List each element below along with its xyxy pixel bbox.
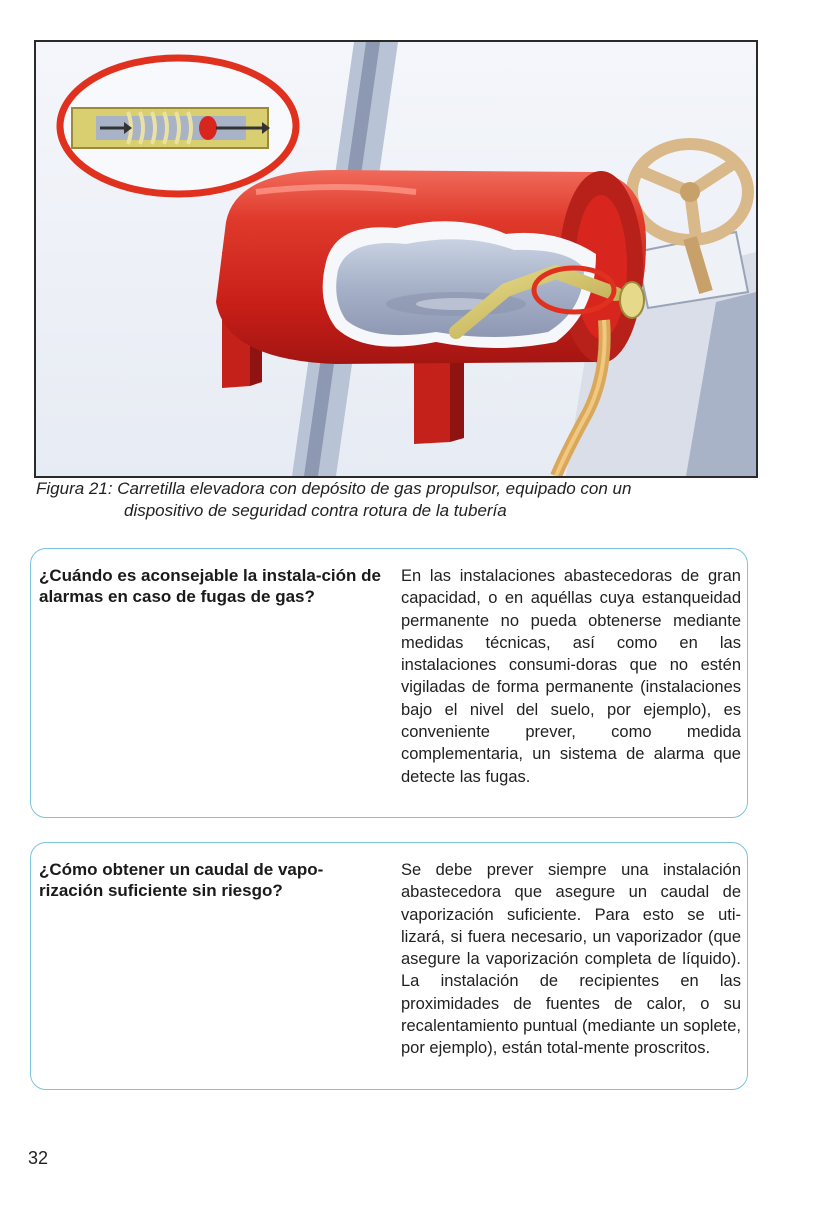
answer-text: Se debe prever siempre una instalación abastecedora que asegure un caudal de vaporización suficiente. Para esto se uti-lizará, si fuera necesario, un vaporizador (que asegure la vaporización completa de líquido). La instalación de recipientes en las proximidades de fuentes de calor, o su recalentamiento puntual (mediante un soplete, por ejemplo), están total-mente proscritos. [401, 861, 741, 1058]
qa-box-vaporization [30, 842, 748, 1090]
page-number: 32 [28, 1148, 49, 1168]
valve-detail-inset [60, 58, 296, 194]
qa-box-alarms [30, 548, 748, 818]
question-text: ¿Cuándo es aconsejable la instala-ción de alarmas en caso de fugas de gas? [39, 566, 381, 606]
caption-line-1: Carretilla elevadora con depósito de gas propulsor, equipado con un [117, 479, 632, 498]
forklift-gas-tank-illustration [34, 40, 758, 478]
figure-caption [36, 478, 806, 522]
answer-text: En las instalaciones abastecedoras de gran capacidad, o en aquéllas cuya estanqueidad permanente no pueda obtenerse mediante medidas técnicas, así como en las instalaciones consumi-doras que no estén vigiladas de forma permanente (instalaciones bajo el nivel del suelo, por ejemplo), es conveniente prever, como medida complementaria, un sistema de alarma que detecte las fugas. [401, 567, 741, 786]
illustration-svg [36, 42, 756, 476]
caption-label: Figura 21: [36, 479, 113, 498]
caption-line-2: dispositivo de seguridad contra rotura de la tubería [124, 501, 507, 520]
question-text: ¿Cómo obtener un caudal de vapo-rización suficiente sin riesgo? [39, 860, 324, 900]
